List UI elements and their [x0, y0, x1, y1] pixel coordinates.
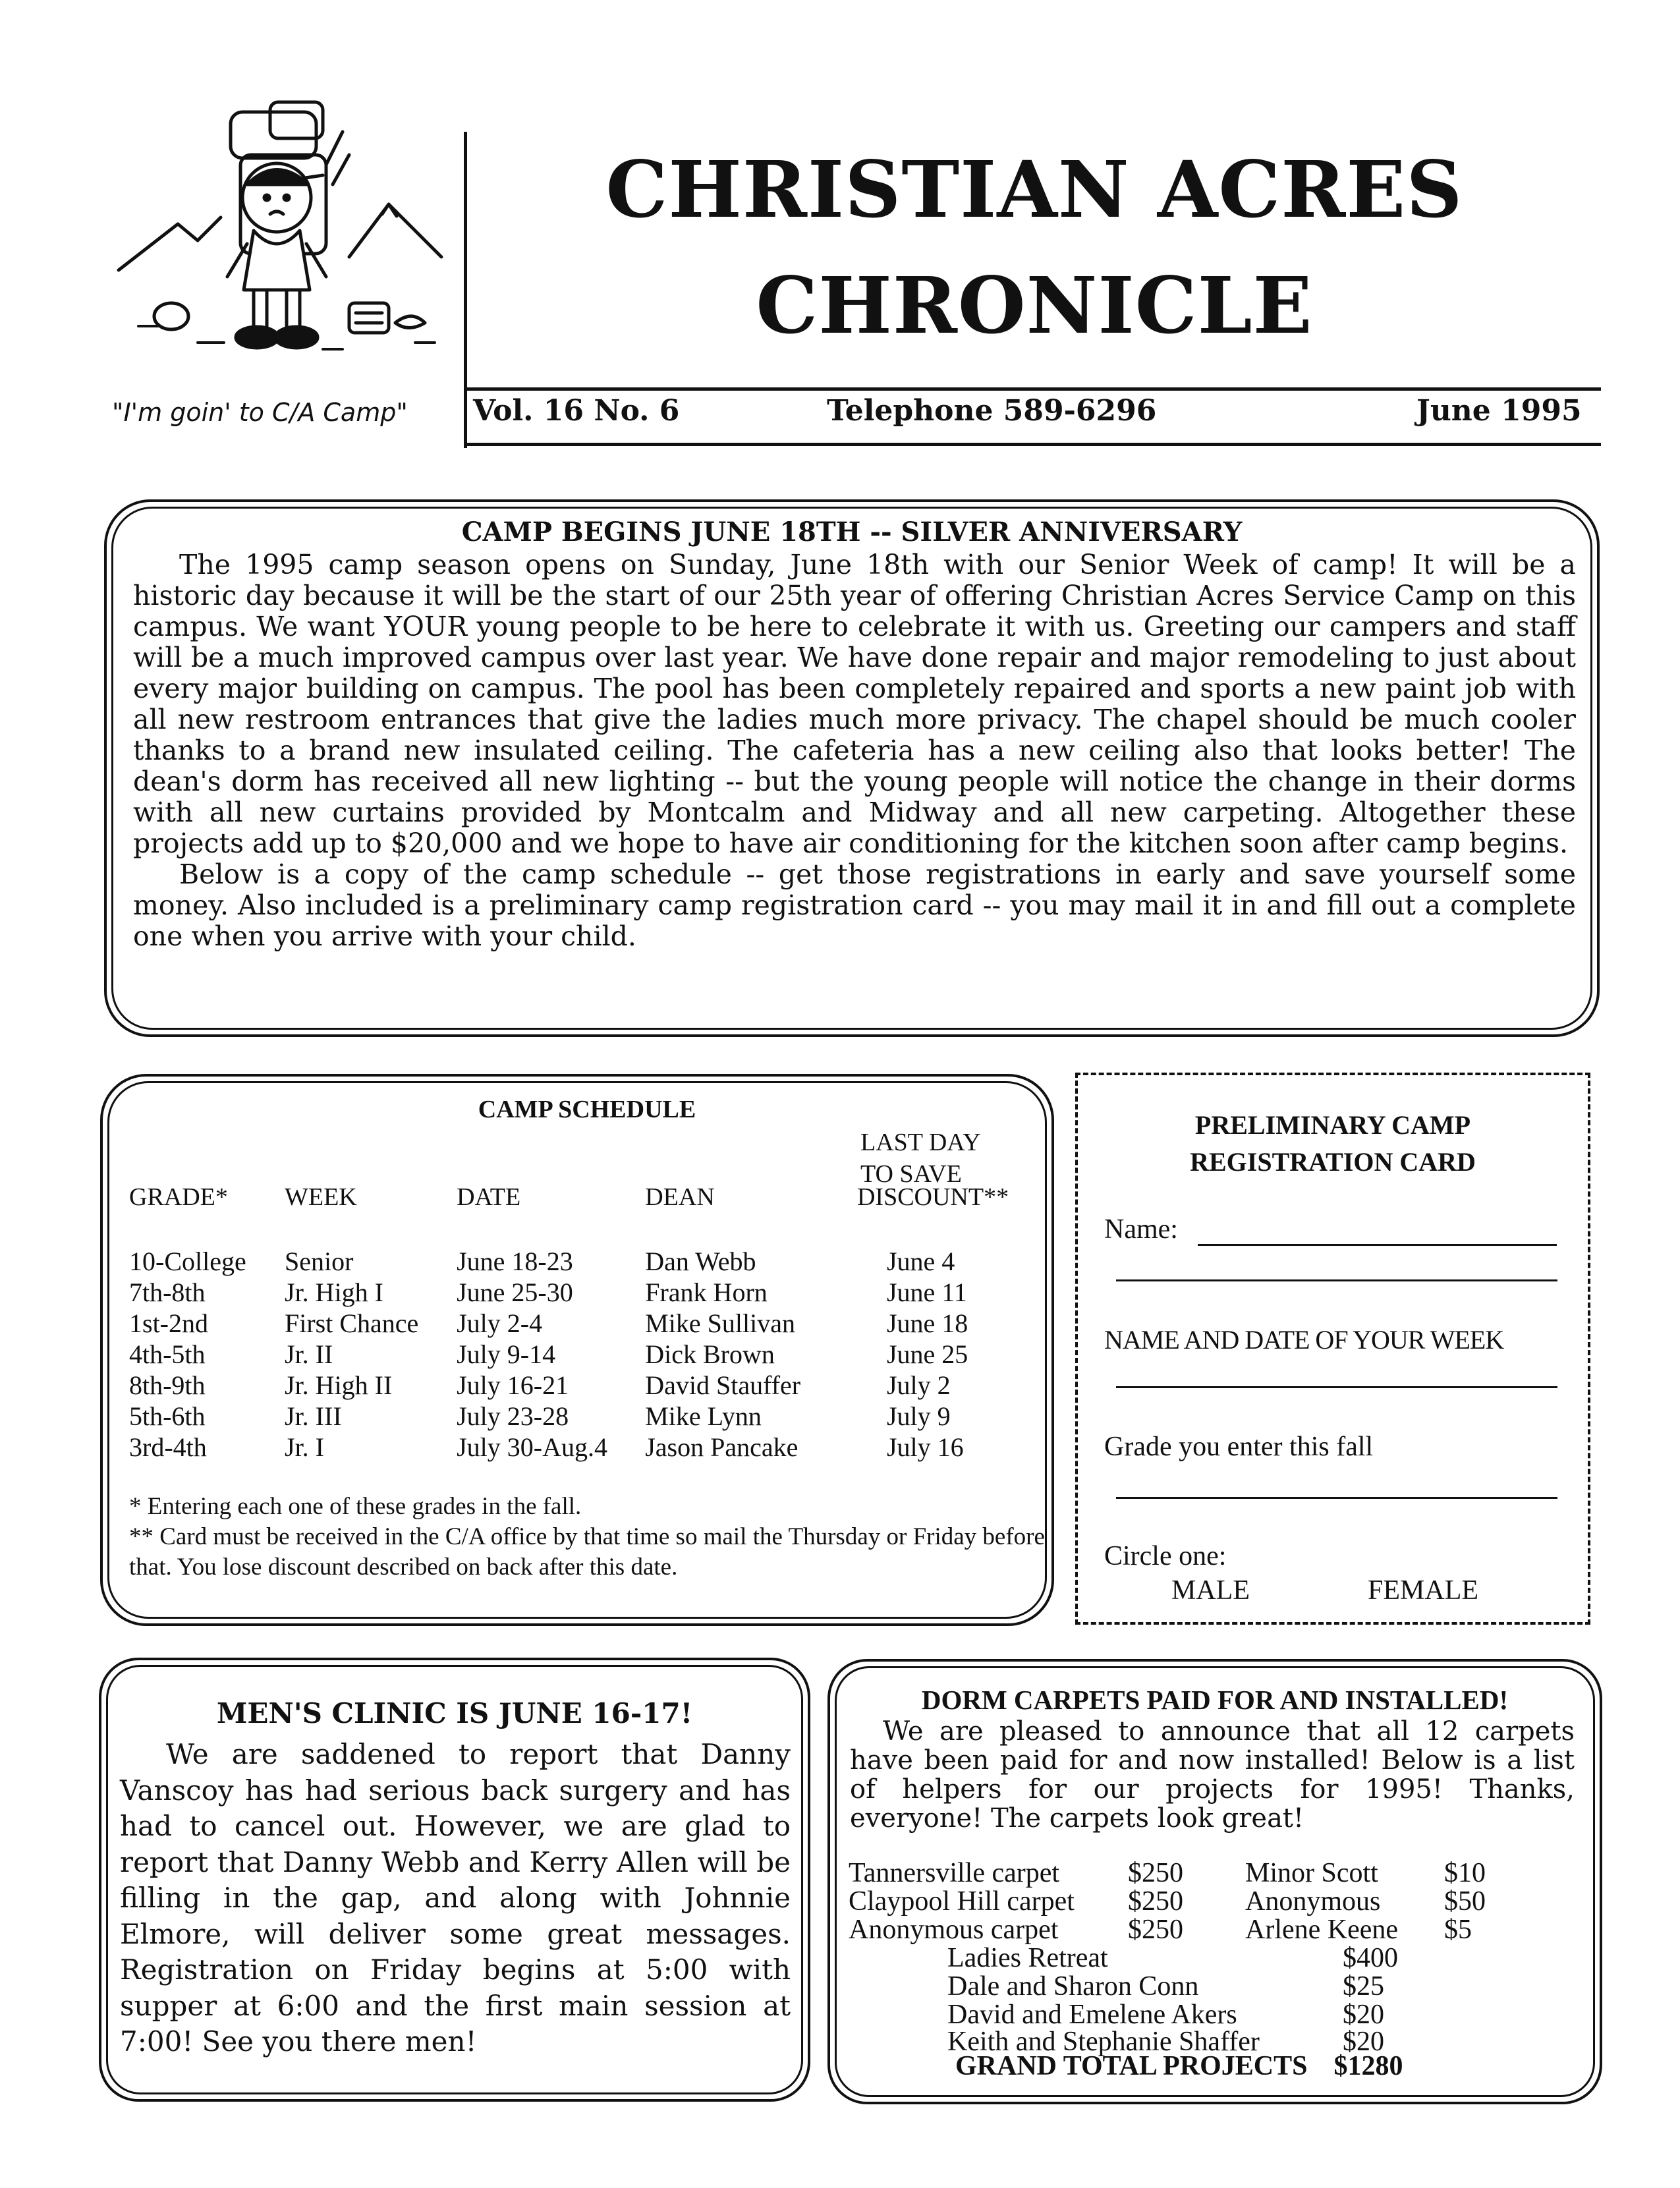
table-row: [129, 1339, 1051, 1370]
cell-dean: Frank Horn: [645, 1277, 768, 1307]
cell-dean: Mike Lynn: [645, 1401, 762, 1431]
male-option[interactable]: MALE: [1171, 1575, 1250, 1606]
donor-name: Keith and Stephanie Shaffer: [947, 2027, 1260, 2057]
cell-discount: June 4: [886, 1247, 955, 1276]
cell-week: Jr. High I: [285, 1277, 383, 1307]
cell-dean: Dick Brown: [645, 1339, 775, 1369]
table-row: [129, 1370, 1051, 1401]
circle-one-label: Circle one:: [1104, 1541, 1227, 1571]
table-row: [129, 1308, 1051, 1339]
cell-grade: 3rd-4th: [129, 1432, 207, 1462]
donor-name: Arlene Keene: [1245, 1915, 1399, 1945]
title-line-1: CHRISTIAN ACRES: [605, 144, 1463, 235]
schedule-title: CAMP SCHEDULE: [478, 1096, 696, 1123]
mens-clinic-article: [99, 1658, 810, 2102]
donor-amount: $400: [1343, 1943, 1398, 1973]
cell-week: First Chance: [285, 1308, 419, 1338]
newsletter-title: [481, 132, 1588, 364]
cell-discount: June 11: [886, 1277, 967, 1307]
camp-schedule-box: [100, 1074, 1054, 1626]
cell-date: June 25-30: [457, 1277, 573, 1307]
grand-total-line: [955, 2050, 1403, 2082]
donor-name: Minor Scott: [1245, 1858, 1378, 1888]
grade-label: Grade you enter this fall: [1104, 1432, 1374, 1462]
camp-paragraph-1: The 1995 camp season opens on Sunday, June 18th with our Senior Week of camp! It will be a historic day because it will be the start of our 25th year of offering Christian Acres Service Camp on this campus. We want YOUR young people to be here to celebrate it with us. Greeting our campers and staff will be a much improved campus over last year. We have done repair and major remodeling to just about every major building on campus. The pool has been completely repaired and sports a new paint job with all new restroom entrances that give the ladies much more privacy. The chapel should be much cooler thanks to a brand new insulated ceiling. The cafeteria has a new ceiling also that looks better! The dean's dorm has received all new lighting -- but the young people will notice the change in their dorms with all new curtains provided by Montcalm and Midway and all new carpeting. Altogether these projects add up to $20,000 and we hope to have air conditioning for the kitchen soon after camp begins.: [133, 549, 1576, 859]
donor-amount: $20: [1343, 2027, 1384, 2057]
cell-week: Jr. High II: [285, 1370, 393, 1400]
week-label: NAME AND DATE OF YOUR WEEK: [1104, 1325, 1504, 1355]
last-day-line-2: TO SAVE: [860, 1160, 962, 1188]
mens-clinic-heading: MEN'S CLINIC IS JUNE 16-17!: [216, 1697, 693, 1729]
title-line-2: CHRONICLE: [756, 260, 1313, 351]
header-week: WEEK: [285, 1183, 357, 1211]
schedule-footnotes: [129, 1492, 1051, 1583]
issue-date: June 1995: [1416, 394, 1582, 428]
donor-amount: $250: [1128, 1915, 1183, 1945]
issue-telephone: Telephone 589-6296: [827, 394, 1157, 428]
grand-total-amount: $1280: [1333, 2051, 1403, 2081]
camp-begins-article: [104, 499, 1600, 1037]
footnote-grades: * Entering each one of these grades in the fall.: [129, 1493, 582, 1520]
masthead-rule-top: [464, 387, 1601, 391]
camper-mascot-illustration: [99, 92, 468, 382]
cell-discount: July 16: [886, 1432, 964, 1462]
name-field-line[interactable]: [1198, 1244, 1557, 1246]
schedule-table: [129, 1182, 1051, 1463]
registration-card: [1075, 1073, 1590, 1625]
donor-amount: $250: [1128, 1886, 1183, 1917]
cell-grade: 8th-9th: [129, 1370, 206, 1400]
issue-volume: Vol. 16 No. 6: [473, 394, 680, 428]
cell-week: Senior: [285, 1247, 354, 1276]
cell-dean: Dan Webb: [645, 1247, 756, 1276]
female-option[interactable]: FEMALE: [1368, 1575, 1478, 1606]
donor-amount: $5: [1444, 1915, 1472, 1945]
mens-clinic-body: [120, 1737, 791, 2060]
cell-discount: June 25: [886, 1339, 968, 1369]
mens-clinic-paragraph: We are saddened to report that Danny Vanscoy has had serious back surgery and has had to cancel out. However, we are glad to report that Danny Webb and Kerry Allen will be filling in the gap, and along with Johnnie Elmore, will deliver some great messages. Registration on Friday begins at 5:00 with supper at 6:00 and the first main session at 7:00! See you there men!: [120, 1738, 791, 2058]
table-row: [129, 1401, 1051, 1432]
dorm-carpets-heading: DORM CARPETS PAID FOR AND INSTALLED!: [921, 1685, 1509, 1715]
cell-date: July 16-21: [457, 1370, 569, 1400]
cell-discount: July 2: [886, 1370, 951, 1400]
footnote-card-deadline: ** Card must be received in the C/A office by that time so mail the Thursday or Friday before that. You lose discount described on back after this date.: [129, 1523, 1045, 1581]
week-field-line[interactable]: [1116, 1386, 1557, 1388]
grand-total-label: GRAND TOTAL PROJECTS: [955, 2051, 1308, 2081]
cell-week: Jr. II: [285, 1339, 333, 1369]
table-row: [129, 1246, 1051, 1277]
donor-name: Anonymous: [1245, 1886, 1381, 1917]
donor-amount: $20: [1343, 2000, 1384, 2030]
donor-name: Dale and Sharon Conn: [947, 1971, 1199, 2002]
cell-dean: Mike Sullivan: [645, 1308, 796, 1338]
name-label: Name:: [1104, 1214, 1178, 1245]
grade-field-line[interactable]: [1116, 1497, 1557, 1499]
registration-card-title: [1078, 1107, 1588, 1181]
cell-dean: David Stauffer: [645, 1370, 801, 1400]
donor-name: Tannersville carpet: [849, 1858, 1060, 1888]
cell-date: July 23-28: [457, 1401, 569, 1431]
donor-name: Ladies Retreat: [947, 1943, 1108, 1973]
cell-date: June 18-23: [457, 1247, 573, 1276]
camp-begins-heading: CAMP BEGINS JUNE 18TH -- SILVER ANNIVERSARY: [461, 517, 1243, 547]
table-row: [129, 1277, 1051, 1308]
camp-begins-body: [133, 549, 1576, 952]
dorm-carpets-paragraph: We are pleased to announce that all 12 carpets have been paid for and now installed! Below is a list of helpers for our projects for 1995! Thanks, everyone! The carpets look great!: [850, 1716, 1575, 1834]
table-row: [129, 1432, 1051, 1463]
camp-paragraph-2: Below is a copy of the camp schedule -- get those registrations in early and save yourself some money. Also included is a preliminary camp registration card -- you may mail it in and fill out a complete one when you arrive with your child.: [133, 858, 1576, 952]
header-dean: DEAN: [645, 1183, 715, 1211]
reg-title-line-1: PRELIMINARY CAMP: [1194, 1110, 1471, 1140]
donor-amount: $250: [1128, 1858, 1183, 1888]
cell-date: July 9-14: [457, 1339, 556, 1369]
mascot-tagline: "I'm goin' to C/A Camp": [112, 398, 408, 427]
cell-grade: 10-College: [129, 1247, 246, 1276]
cell-week: Jr. I: [285, 1432, 324, 1462]
masthead-rule-bottom: [464, 443, 1601, 446]
donor-name: David and Emelene Akers: [947, 2000, 1237, 2030]
donor-amount: $50: [1444, 1886, 1486, 1917]
schedule-header-row: [129, 1182, 1051, 1246]
cell-grade: 5th-6th: [129, 1401, 206, 1431]
name-field-line-2[interactable]: [1116, 1279, 1557, 1281]
header-grade: GRADE*: [129, 1183, 228, 1211]
cell-date: July 2-4: [457, 1308, 543, 1338]
masthead-vertical-rule: [464, 132, 467, 448]
last-day-header: [860, 1127, 1058, 1190]
header-date: DATE: [457, 1183, 521, 1211]
reg-title-line-2: REGISTRATION CARD: [1190, 1147, 1476, 1177]
donor-name: Anonymous carpet: [849, 1915, 1059, 1945]
cell-dean: Jason Pancake: [645, 1432, 798, 1462]
donor-amount: $10: [1444, 1858, 1486, 1888]
cell-discount: July 9: [886, 1401, 951, 1431]
cell-grade: 7th-8th: [129, 1277, 206, 1307]
cell-grade: 4th-5th: [129, 1339, 206, 1369]
cell-date: July 30-Aug.4: [457, 1432, 607, 1462]
donor-amount: $25: [1343, 1971, 1384, 2002]
cell-grade: 1st-2nd: [129, 1308, 208, 1338]
donor-name: Claypool Hill carpet: [849, 1886, 1075, 1917]
cell-discount: June 18: [886, 1308, 968, 1338]
header-discount: DISCOUNT**: [856, 1183, 1009, 1211]
dorm-carpets-article: [827, 1659, 1602, 2104]
cell-week: Jr. III: [285, 1401, 342, 1431]
last-day-line-1: LAST DAY: [860, 1129, 981, 1156]
dorm-carpets-body: [850, 1717, 1575, 1833]
